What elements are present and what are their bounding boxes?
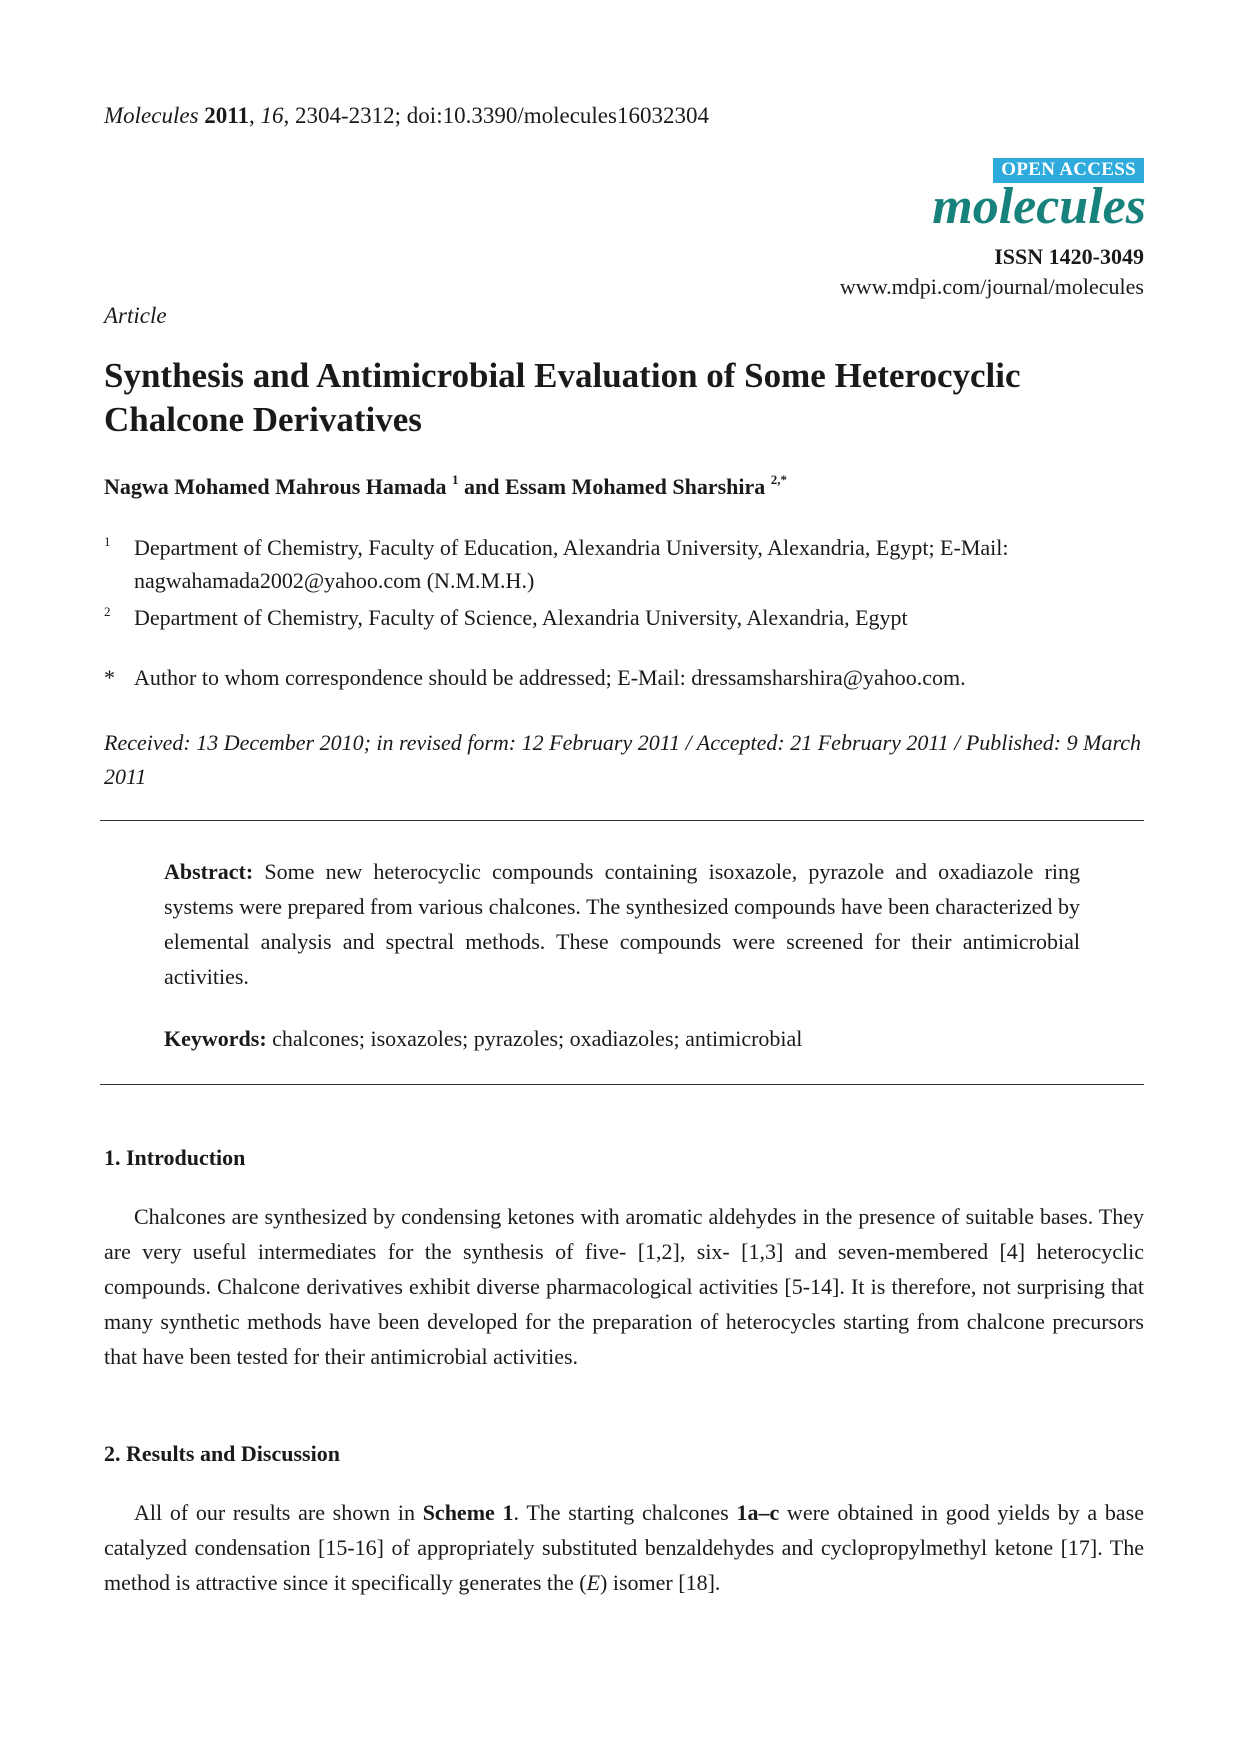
affiliation-2 <box>104 601 1144 634</box>
article-type: Article <box>104 303 167 328</box>
journal-name: Molecules <box>104 103 199 128</box>
abstract-label: Abstract: <box>164 859 254 884</box>
issn: ISSN 1420-3049 <box>994 244 1144 269</box>
keywords-label: Keywords: <box>164 1026 267 1051</box>
publication-dates: Received: 13 December 2010; in revised form: 12 February 2011 / Accepted: 21 February 2011 / Published: 9 March 2011 <box>104 730 1141 789</box>
results-text-3: were obtained in good yields by a base catalyzed condensation [15-16] of appropriately substituted benzaldehydes and cyclopropylmethyl ketone [17]. The method is attractive since it specifically generates the ( <box>104 1500 1145 1595</box>
introduction-paragraph: Chalcones are synthesized by condensing ketones with aromatic aldehydes in the presence of suitable bases. They are very useful intermediates for the synthesis of five- [1,2], six- [1,3] and seven-membered [4] heterocyclic compounds. Chalcone derivatives exhibit diverse pharmacological activities [5-14]. It is therefore, not surprising that many synthetic methods have been developed for the preparation of heterocycles starting from chalcone precursors that have been tested for their antimicrobial activities. <box>104 1204 1144 1369</box>
section-heading-introduction: 1. Introduction <box>104 1145 246 1170</box>
author-1-affil: 1 <box>451 472 459 487</box>
results-text-1: All of our results are shown in <box>134 1500 423 1525</box>
author-2: Essam Mohamed Sharshira <box>504 474 766 499</box>
author-1: Nagwa Mohamed Mahrous Hamada <box>104 474 447 499</box>
correspondence-marker: * <box>104 665 115 690</box>
correspondence-text: Author to whom correspondence should be addressed; E-Mail: dressamsharshira@yahoo.com. <box>134 665 966 690</box>
affiliation-text: Department of Chemistry, Faculty of Education, Alexandria University, Alexandria, Egypt; E-Mail: nagwahamada2002@yahoo.com (N.M.M.H.) <box>134 535 1009 593</box>
compound-reference: 1a–c <box>736 1500 780 1525</box>
open-access-badge: OPEN ACCESS <box>993 158 1144 183</box>
journal-logo: molecules <box>932 178 1146 235</box>
affiliation-text: Department of Chemistry, Faculty of Science, Alexandria University, Alexandria, Egypt <box>134 605 908 630</box>
results-text-4: ) isomer [18]. <box>600 1570 721 1595</box>
year: 2011 <box>204 103 249 128</box>
affiliation-1 <box>104 531 1144 597</box>
paper-title: Synthesis and Antimicrobial Evaluation of Some Heterocyclic Chalcone Derivatives <box>104 356 1021 439</box>
citation-line: Molecules 2011, 16, 2304-2312; doi:10.3390/molecules16032304 <box>104 103 709 128</box>
author-joiner: and <box>463 474 500 499</box>
author-2-affil: 2,* <box>770 472 788 487</box>
results-paragraph <box>104 1495 1144 1600</box>
divider-top <box>100 820 1144 821</box>
divider-bottom <box>100 1084 1144 1085</box>
volume: 16 <box>260 103 284 128</box>
abstract-text: Some new heterocyclic compounds containing isoxazole, pyrazole and oxadiazole ring systems were prepared from various chalcones. The synthesized compounds have been characterized by elemental analysis and spectral methods. These compounds were screened for their antimicrobial activities. <box>164 859 1080 989</box>
journal-url[interactable]: www.mdpi.com/journal/molecules <box>839 274 1144 299</box>
pages-doi: , 2304-2312; doi:10.3390/molecules16032304 <box>283 103 709 128</box>
isomer-label: E <box>586 1570 601 1595</box>
keywords <box>164 1026 1080 1052</box>
results-text-2: . The starting chalcones <box>513 1500 737 1525</box>
scheme-reference[interactable]: Scheme 1 <box>422 1500 514 1525</box>
correspondence-note <box>104 661 1144 694</box>
affiliation-number: 2 <box>104 604 111 619</box>
keywords-text: chalcones; isoxazoles; pyrazoles; oxadiazoles; antimicrobial <box>266 1026 803 1051</box>
section-heading-results: 2. Results and Discussion <box>104 1441 340 1466</box>
affiliation-number: 1 <box>104 534 111 549</box>
abstract <box>164 854 1080 994</box>
author-list <box>104 472 787 500</box>
